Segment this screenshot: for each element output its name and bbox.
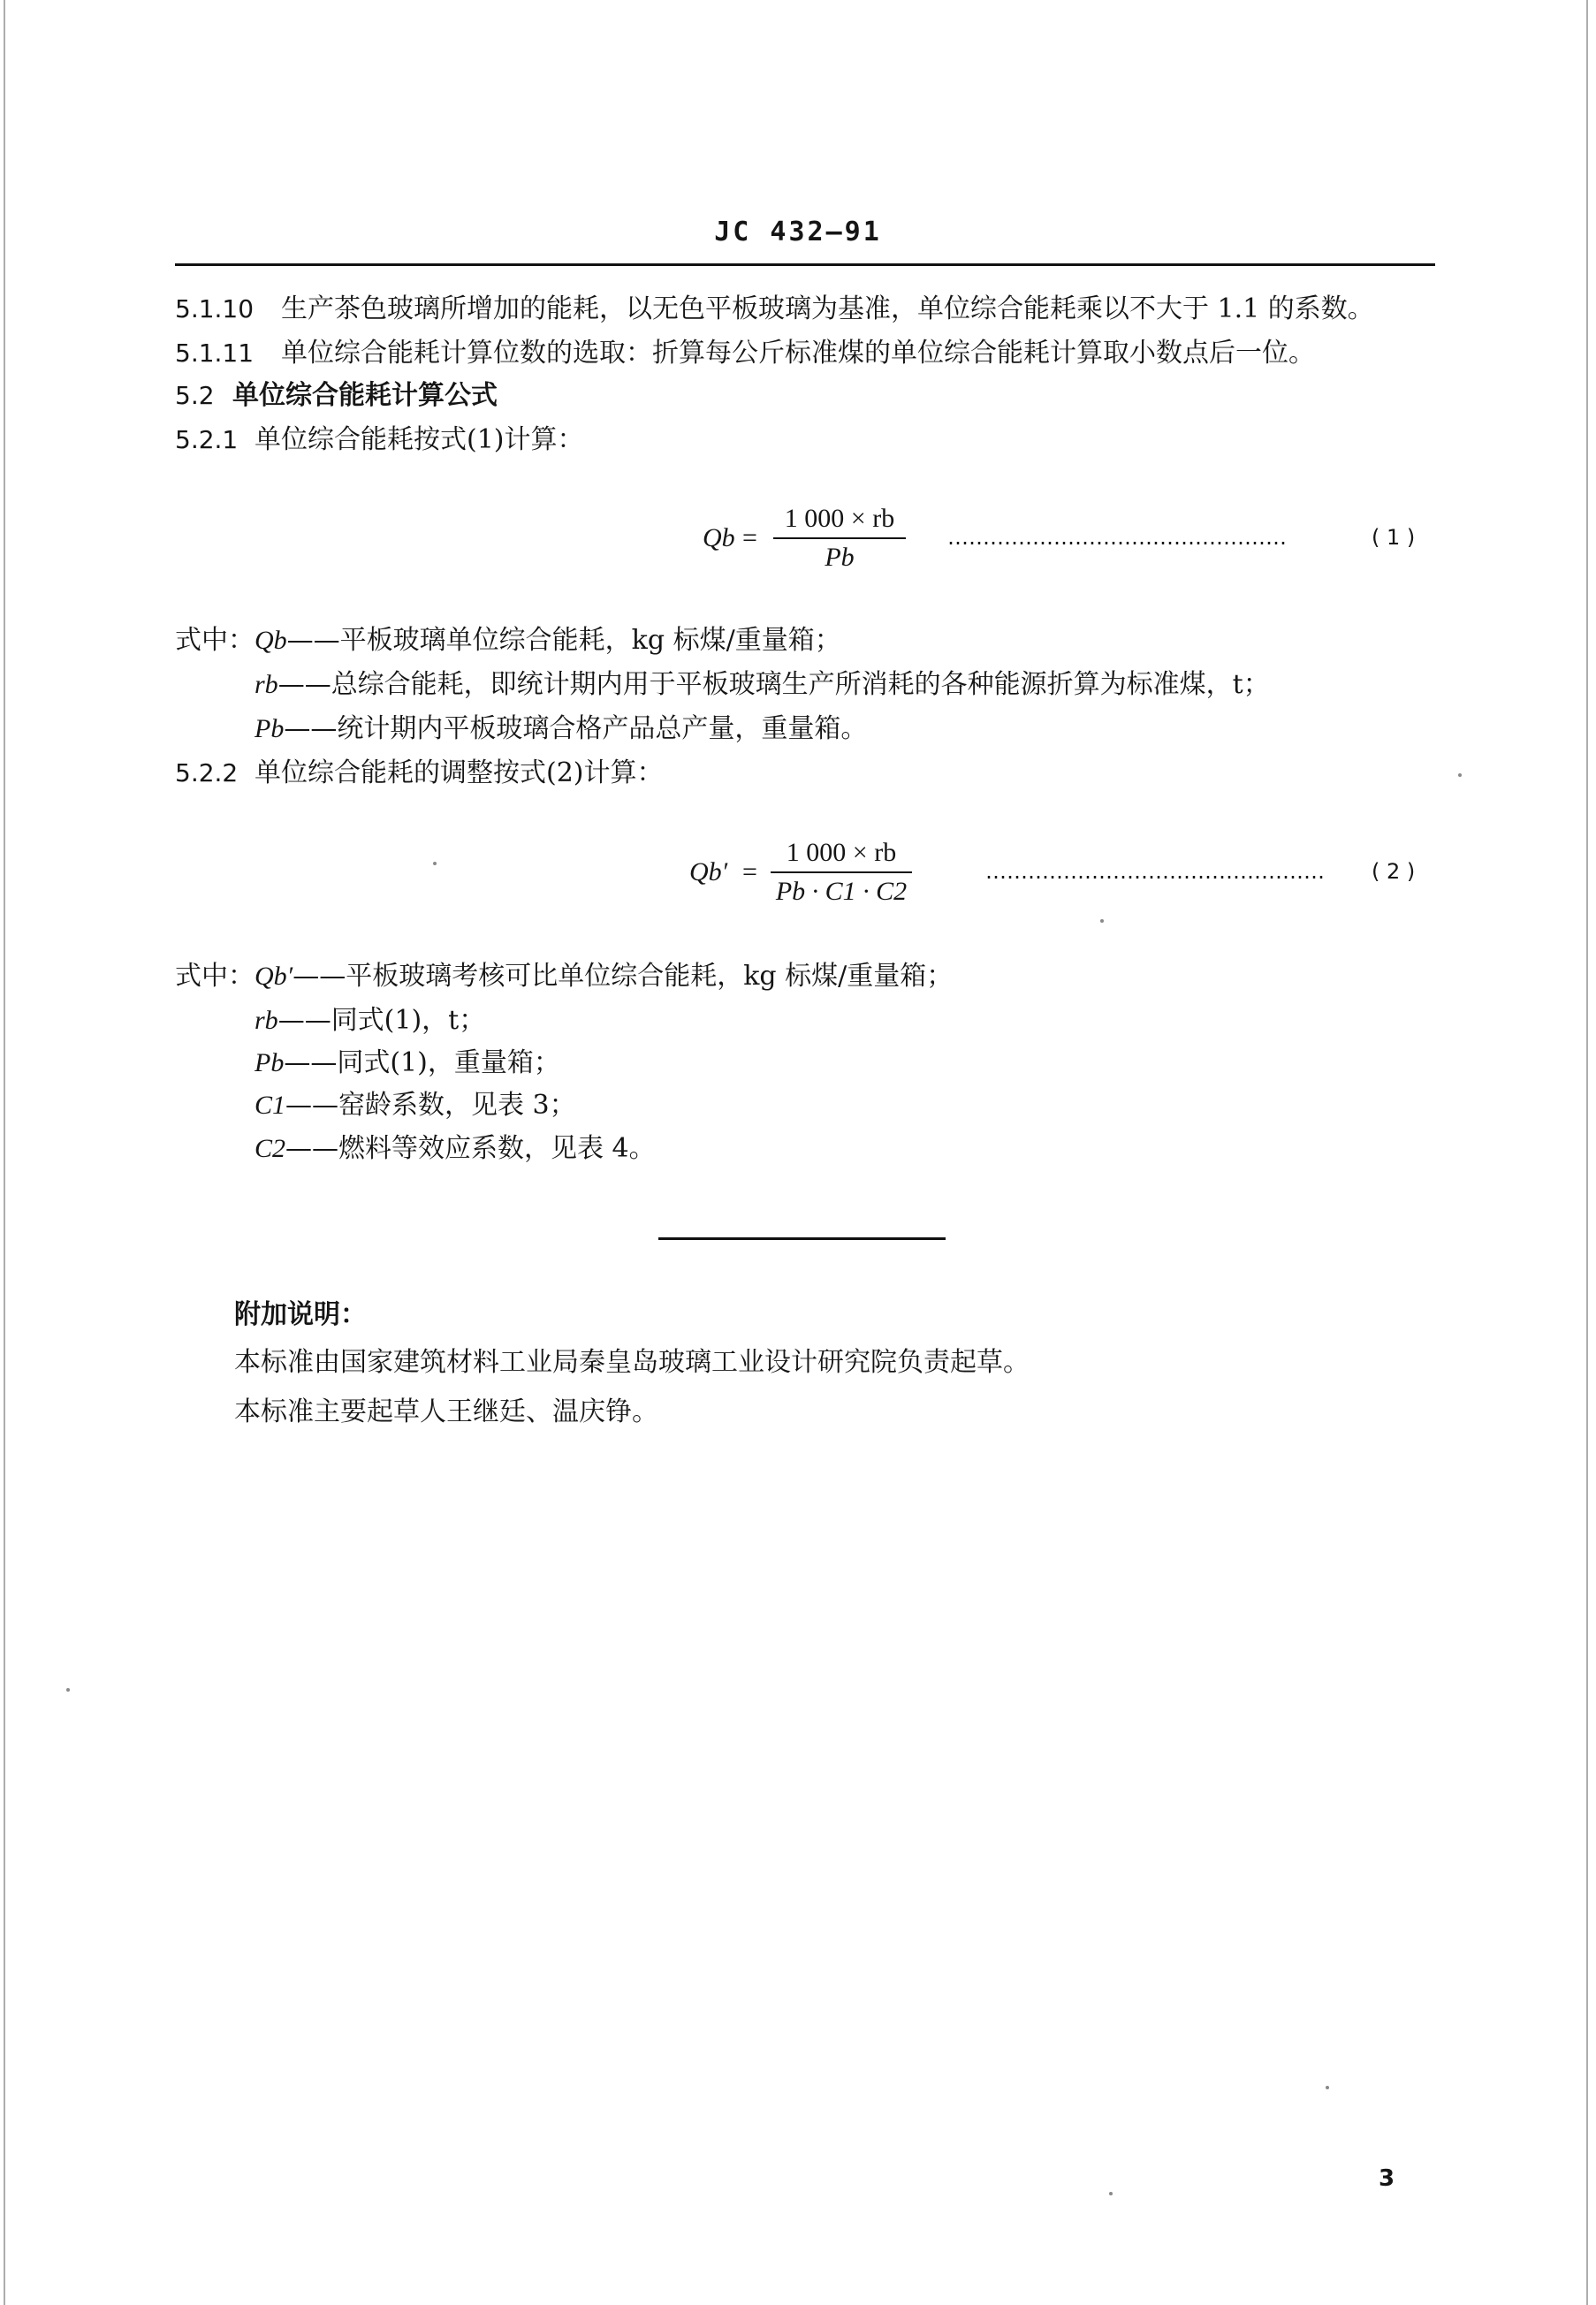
symbol-description: ——同式(1)，t； [277, 1005, 486, 1036]
fraction-numerator: 1 000 × rb [784, 504, 895, 533]
fraction-bar [771, 871, 912, 873]
symbol: Pb [255, 714, 285, 743]
where-block-1-row [255, 667, 1270, 703]
fraction-numerator: 1 000 × rb [786, 838, 897, 867]
formula-lhs: Qb [703, 523, 735, 552]
section-heading-5-2 [175, 378, 1463, 414]
clause-text: 单位综合能耗的调整按式(2)计算： [255, 757, 664, 788]
equation-number: ( 1 ) [1372, 525, 1416, 550]
clause-number: 5.1.10 [175, 294, 255, 323]
end-rule [658, 1237, 946, 1240]
where-block-2-row [255, 1003, 485, 1038]
symbol-description: ——窑龄系数，见表 3； [285, 1090, 576, 1121]
symbol: rb [255, 670, 278, 699]
where-block-1-row [175, 623, 841, 658]
dot-leader: ………………………………………… [985, 859, 1325, 884]
formula-fraction [773, 504, 906, 573]
symbol: Qb [255, 626, 287, 655]
where-prefix: 式中： [175, 625, 255, 656]
symbol-description: ——统计期内平板玻璃合格产品总产量，重量箱。 [284, 713, 868, 744]
page-number: 3 [1379, 2165, 1395, 2192]
clause-5-1-10 [175, 292, 1463, 327]
symbol-description: ——燃料等效应系数，见表 4。 [285, 1133, 656, 1164]
clause-5-2-1 [175, 422, 1463, 458]
formula-fraction [771, 838, 912, 907]
where-block-2-row [255, 1131, 656, 1167]
symbol: Pb [255, 1048, 285, 1077]
where-block-2-row [255, 1088, 576, 1123]
fraction-bar [773, 537, 906, 539]
section-title: 单位综合能耗计算公式 [232, 380, 498, 411]
where-prefix: 式中： [175, 961, 255, 992]
clause-text: 单位综合能耗计算位数的选取：折算每公斤标准煤的单位综合能耗计算取小数点后一位。 [281, 338, 1315, 369]
scan-speck [1326, 2086, 1329, 2089]
clause-text: 生产茶色玻璃所增加的能耗，以无色平板玻璃为基准，单位综合能耗乘以不大于 1.1 的系数。 [281, 293, 1374, 324]
equation-number: ( 2 ) [1372, 859, 1416, 884]
header-rule [175, 263, 1435, 266]
symbol: C1 [255, 1091, 286, 1120]
fraction-denominator: Pb · C1 · C2 [775, 877, 908, 906]
clause-number: 5.1.11 [175, 339, 255, 368]
formula-lhs: Qb′ [689, 857, 728, 886]
where-block-2-row [255, 1046, 560, 1081]
fraction-denominator: Pb [825, 543, 855, 572]
where-block-1-row [255, 711, 867, 747]
clause-text: 单位综合能耗按式(1)计算： [255, 424, 584, 455]
formula-equals: = [742, 857, 757, 886]
scan-edge-left [4, 0, 5, 2305]
clause-number: 5.2.2 [175, 758, 239, 787]
symbol-description: ——平板玻璃考核可比单位综合能耗，kg 标煤/重量箱； [293, 961, 954, 992]
formula-1 [0, 504, 1596, 583]
formula-equals: = [742, 523, 757, 552]
document-header: JC 432—91 [714, 217, 882, 247]
notes-line: 本标准由国家建筑材料工业局秦皇岛玻璃工业设计研究院负责起草。 [234, 1347, 1030, 1378]
clause-5-1-11 [175, 336, 1463, 371]
symbol: Qb′ [255, 962, 293, 991]
symbol-description: ——同式(1)，重量箱； [284, 1047, 560, 1078]
clause-5-2-2 [175, 756, 1463, 791]
symbol-description: ——平板玻璃单位综合能耗，kg 标煤/重量箱； [286, 625, 841, 656]
where-block-2-row [175, 959, 953, 994]
formula-2 [0, 838, 1596, 917]
symbol: C2 [255, 1134, 286, 1163]
notes-title: 附加说明： [234, 1299, 367, 1330]
clause-number: 5.2.1 [175, 425, 239, 454]
section-number: 5.2 [175, 381, 215, 410]
notes-line: 本标准主要起草人王继廷、温庆铮。 [234, 1396, 658, 1427]
scan-edge-right [1586, 0, 1588, 2305]
scan-speck [1109, 2192, 1113, 2195]
scan-speck [66, 1688, 70, 1692]
scan-speck [1100, 919, 1104, 923]
symbol: rb [255, 1006, 278, 1035]
dot-leader: ………………………………………… [947, 525, 1287, 550]
symbol-description: ——总综合能耗，即统计期内用于平板玻璃生产所消耗的各种能源折算为标准煤，t； [277, 669, 1270, 700]
